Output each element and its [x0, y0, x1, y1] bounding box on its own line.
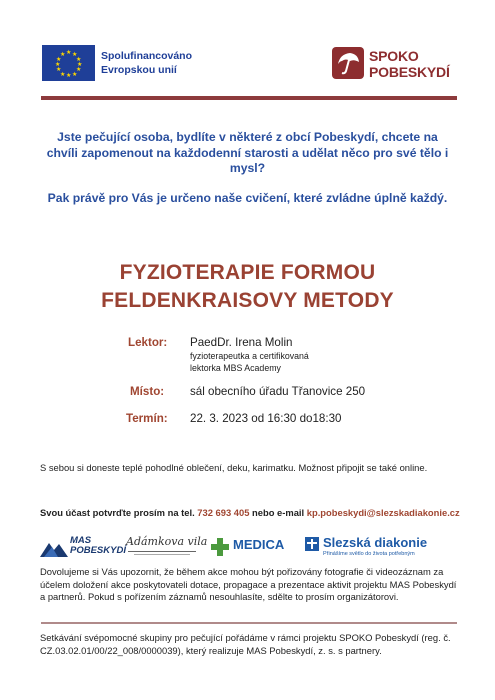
confirm-prefix: Svou účast potvrďte prosím na tel.: [40, 507, 195, 518]
partner-logos: [40, 533, 455, 561]
title-line-1: FYZIOTERAPIE FORMOU: [119, 261, 376, 284]
confirm-attendance: [40, 507, 460, 518]
slezska-diakonie-icon: [305, 537, 319, 551]
mas-line1: MAS: [70, 535, 92, 546]
mas-pobeskydi-logo: [40, 533, 126, 561]
footer-divider: [41, 622, 457, 624]
phone-number: 732 693 405: [197, 507, 250, 518]
medica-logo: [210, 533, 300, 559]
lektor-description-1: fyzioterapeutka a certifikovaná: [190, 351, 309, 361]
intro-text: [40, 130, 455, 220]
photo-notice: Dovolujeme si Vás upozornit, že během akce mohou být pořizovány fotografie či videozáznam za účelem doložení akce poskytovateli dotace, propagace a prezentace aktivit projektu MAS Pobeskydí a partnerů. Pokud s pořízením záznamů nesouhlasíte, sdělte to prosím organizátorovi.: [40, 566, 457, 602]
lektor-label: Lektor:: [128, 336, 168, 349]
slezska-diakonie-logo: [305, 533, 455, 561]
email-address: kp.pobeskydi@slezskadiakonie.cz: [306, 507, 460, 518]
mas-line2: POBESKYDÍ: [70, 545, 126, 556]
eu-text-line1: Spolufinancováno: [101, 50, 193, 62]
misto-label: Místo:: [130, 385, 165, 398]
eu-text-line2: Evropskou unií: [101, 64, 177, 76]
medica-wordmark: MEDICA: [233, 537, 285, 552]
bring-along-note: S sebou si doneste teplé pohodlné oblečení, deku, karimatku. Možnost připojit se také online.: [40, 462, 428, 473]
spoko-wordmark: [369, 48, 450, 80]
event-title: [40, 259, 455, 315]
eu-flag-icon: ★ ★ ★ ★ ★ ★ ★ ★ ★ ★ ★ ★: [42, 45, 95, 81]
spoko-line2: POBESKYDÍ: [369, 64, 450, 80]
slezska-wordmark: Slezská diakonie: [323, 535, 428, 550]
termin-label: Termín:: [126, 412, 168, 425]
spoko-logo: [332, 47, 457, 83]
eu-cofinance-text: [101, 49, 192, 77]
confirm-middle: nebo e-mail: [252, 507, 305, 518]
spoko-line1: SPOKO: [369, 48, 419, 64]
slezska-tagline: Přinášíme světlo do života potřebným: [323, 551, 415, 557]
adamkova-wordmark: Adámkova vila: [126, 535, 208, 548]
adamkova-vila-logo: [126, 534, 208, 560]
adamkova-subline: [134, 554, 190, 555]
intro-paragraph-1: Jste pečující osoba, bydlíte v některé z obcí Pobeskydí, chcete na chvíli zapomenout na každodenní starosti a udělat něco pro své tělo i mysl?: [46, 130, 449, 175]
intro-paragraph-2: Pak právě pro Vás je určeno naše cvičení, které zvládne úplně každý.: [47, 190, 448, 205]
misto-value: sál obecního úřadu Třanovice 250: [190, 385, 366, 398]
lektor-description-2: lektorka MBS Academy: [190, 363, 281, 373]
footer-text: Setkávání svépomocné skupiny pro pečující pořádáme v rámci projektu SPOKO Pobeskydí (reg. č. CZ.03.02.01/00/22_008/0000039), který realizuje MAS Pobeskydí, z. s. s partnery.: [40, 632, 451, 656]
mountain-icon: [40, 539, 68, 559]
medical-cross-icon: [210, 537, 230, 557]
title-line-2: FELDENKRAISOVY METODY: [101, 289, 394, 312]
header-divider: [41, 96, 457, 100]
adamkova-underline: [128, 551, 196, 552]
header: [42, 44, 457, 84]
lektor-name: PaedDr. Irena Molin: [190, 336, 293, 349]
umbrella-icon: [332, 47, 364, 79]
termin-value: 22. 3. 2023 od 16:30 do18:30: [190, 412, 342, 425]
